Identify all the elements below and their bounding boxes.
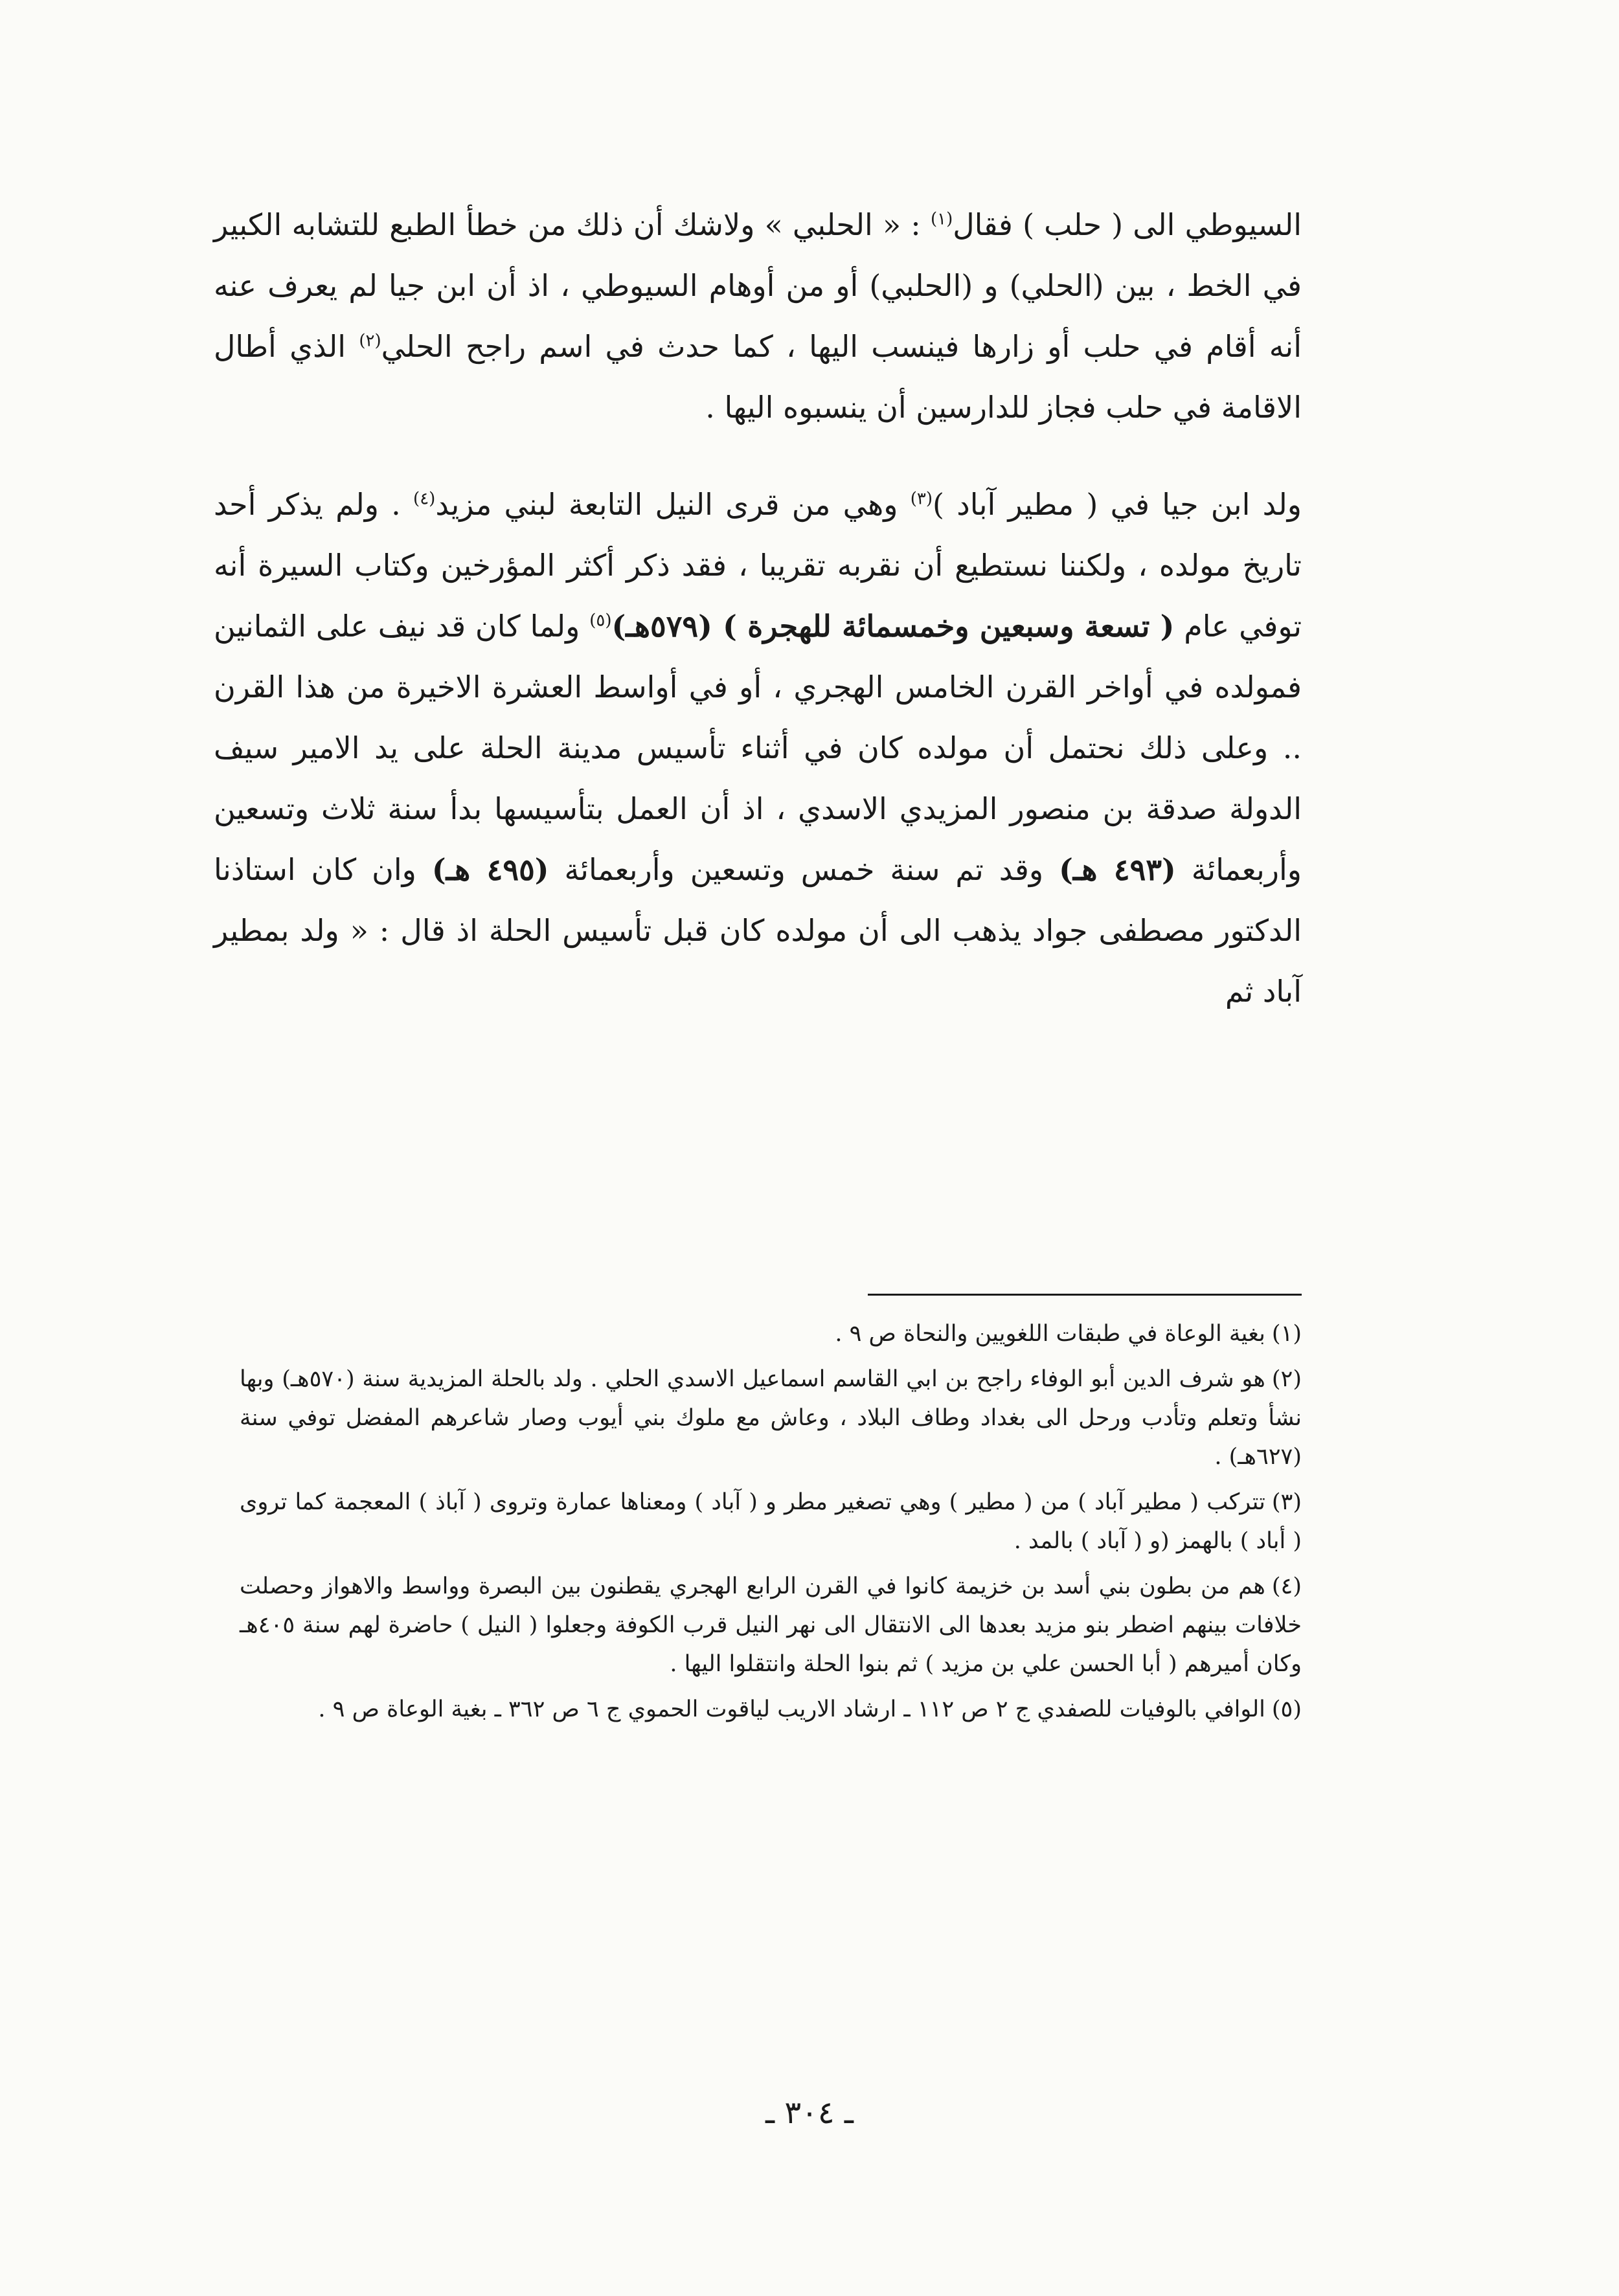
- footnote-ref-5[interactable]: (٥): [589, 611, 612, 631]
- paragraph-2: [214, 474, 1302, 1022]
- footnotes: [240, 1314, 1302, 1735]
- footnote-4: [240, 1567, 1302, 1683]
- text-segment: . ولم يذكر أحد تاريخ مولده ، ولكننا نستطيع أن نقربه تقريبا ، فقد ذكر أكثر المؤرخين وكتاب السيرة أنه توفي عام: [214, 487, 1302, 644]
- death-date-bold: ( تسعة وسبعين وخمسمائة للهجرة ) (٥٧٩هـ): [611, 609, 1175, 644]
- footnote-5: [240, 1690, 1302, 1729]
- footnote-ref-2[interactable]: (٢): [359, 331, 381, 351]
- text-segment: ولد ابن جيا في ( مطير آباد ): [933, 487, 1302, 522]
- text-segment: وهي من قرى النيل التابعة لبني مزيد: [435, 487, 911, 522]
- footnote-label: (١): [1271, 1321, 1302, 1347]
- footnote-ref-1[interactable]: (١): [930, 209, 953, 229]
- footnote-2: [240, 1360, 1302, 1476]
- footnote-label: (٤): [1271, 1573, 1302, 1599]
- footnote-text: الوافي بالوفيات للصفدي ج ٢ ص ١١٢ ـ ارشاد الاريب لياقوت الحموي ج ٦ ص ٣٦٢ ـ بغية الوعاة ص ٩ .: [318, 1696, 1265, 1722]
- footnote-label: (٣): [1271, 1489, 1302, 1515]
- text-segment: الذي أطال الاقامة في حلب فجاز للدارسين أن ينسبوه اليها .: [214, 329, 1302, 425]
- text-segment: وان كان استاذنا الدكتور مصطفى جواد يذهب الى أن مولده كان قبل تأسيس الحلة اذ قال : « ولد بمطير آباد ثم: [214, 852, 1302, 1009]
- page-number: ـ ٣٠٤ ـ: [765, 2095, 854, 2131]
- footnote-divider: [868, 1294, 1302, 1296]
- footnote-1: [240, 1314, 1302, 1353]
- main-text: [214, 194, 1302, 1022]
- footnote-text: بغية الوعاة في طبقات اللغويين والنحاة ص ٩ .: [835, 1321, 1265, 1347]
- text-segment: السيوطي الى ( حلب ) فقال: [953, 207, 1302, 242]
- text-segment: وقد تم سنة خمس وتسعين وأربعمائة: [549, 852, 1059, 887]
- footnote-label: (٥): [1271, 1696, 1302, 1722]
- date-bold-493: (٤٩٣ هـ): [1059, 852, 1176, 887]
- footnote-3: [240, 1483, 1302, 1560]
- footnote-ref-4[interactable]: (٤): [413, 489, 436, 509]
- footnote-text: هو شرف الدين أبو الوفاء راجح بن ابي القاسم اسماعيل الاسدي الحلي . ولد بالحلة المزيدية سنة (٥٧٠هـ) وبها نشأ وتعلم وتأدب ورحل الى بغداد وطاف البلاد ، وعاش مع ملوك بني أيوب وصار شاعرهم المفضل توفي سنة (٦٢٧هـ) .: [240, 1366, 1302, 1470]
- footnote-ref-3[interactable]: (٣): [910, 489, 933, 509]
- footnote-label: (٢): [1271, 1366, 1302, 1392]
- text-segment: : « الحلبي » ولاشك أن ذلك من خطأ الطبع للتشابه الكبير في الخط ، بين (الحلي) و (الحلبي) أو من أوهام السيوطي ، اذ أن ابن جيا لم يعرف عنه أنه أقام في حلب أو زارها فينسب اليها ، كما حدث في اسم راجح الحلي: [214, 207, 1302, 364]
- text-segment: ولما كان قد نيف على الثمانين فمولده في أواخر القرن الخامس الهجري ، أو في أواسط العشرة الاخيرة من هذا القرن .. وعلى ذلك نحتمل أن مولده كان في أثناء تأسيس مدينة الحلة على يد الامير سيف الدولة صدقة بن منصور المزيدي الاسدي ، اذ أن العمل بتأسيسها بدأ سنة ثلاث وتسعين وأربعمائة: [214, 609, 1302, 887]
- footnote-text: تتركب ( مطير آباد ) من ( مطير ) وهي تصغير مطر و ( آباد ) ومعناها عمارة وتروى ( آباذ ) المعجمة كما تروى ( أباد ) بالهمز (و ( آباد ) بالمد .: [240, 1489, 1302, 1554]
- paragraph-1: [214, 194, 1302, 438]
- footnote-text: هم من بطون بني أسد بن خزيمة كانوا في القرن الرابع الهجري يقطنون بين البصرة وواسط والاهواز وحصلت خلافات بينهم اضطر بنو مزيد بعدها الى الانتقال الى نهر النيل قرب الكوفة وجعلوا ( النيل ) حاضرة لهم سنة ٤٠٥هـ وكان أميرهم ( أبا الحسن علي بن مزيد ) ثم بنوا الحلة وانتقلوا اليها .: [240, 1573, 1302, 1677]
- date-bold-495: (٤٩٥ هـ): [431, 852, 549, 887]
